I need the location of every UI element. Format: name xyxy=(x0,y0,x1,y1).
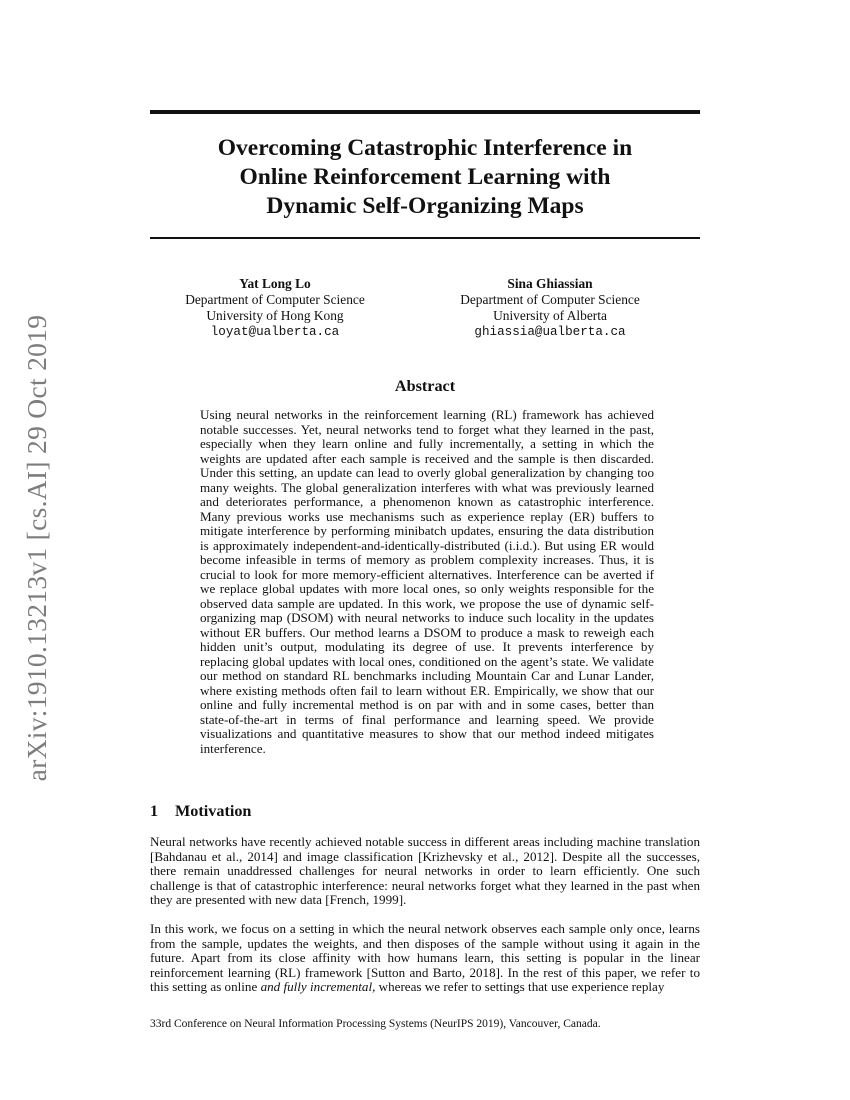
body-paragraph xyxy=(150,922,700,995)
section-heading xyxy=(150,802,700,821)
title-line-2: Online Reinforcement Learning with xyxy=(239,164,611,190)
title-line-3: Dynamic Self-Organizing Maps xyxy=(266,193,584,219)
abstract-text: Using neural networks in the reinforcement learning (RL) framework has achieved notable successes. Yet, neural networks tend to forget what they learned in the past, especially when they learn online and fully incrementally, a setting in which the weights are updated after each sample is received and the sample is then discarded. Under this setting, an update can lead to overly global generalization by changing too many weights. The global generalization interferes with what was previously learned and deteriorates performance, a phenomenon known as catastrophic interference. Many previous works use mechanisms such as experience replay (ER) buffers to mitigate interference by performing minibatch updates, ensuring the data distribution is approximately independent-and-identically-distributed (i.i.d.). But using ER would become infeasible in terms of memory as problem complexity increases. Thus, it is crucial to look for more memory-efficient alternatives. Interference can be averted if we replace global updates with more local ones, so only weights responsible for the observed data sample are updated. In this work, we propose the use of dynamic self-organizing map (DSOM) with neural networks to induce such locality in the updates without ER buffers. Our method learns a DSOM to produce a mask to reweigh each hidden unit’s output, modulating its degree of use. It prevents interference by replacing global updates with local ones, conditioned on the agent’s state. We validate our method on standard RL benchmarks including Mountain Car and Lunar Lander, where existing methods often fail to learn without ER. Empirically, we show that our online and fully incremental method is on par with and in some cases, better than state-of-the-art in terms of final performance and learning speed. We provide visualizations and quantitative measures to show that our method indeed mitigates interference. xyxy=(200,407,654,756)
section-title: Motivation xyxy=(175,802,252,820)
title-bottom-rule xyxy=(150,237,700,239)
author-name: Yat Long Lo xyxy=(239,276,311,291)
author-institution: University of Alberta xyxy=(493,308,607,323)
paragraph-text: In this work, we focus on a setting in which the neural network observes each sample only once, learns from the sample, updates the weights, and then disposes of the sample without using it again in the future. Apart from its close affinity with how humans learn, this setting is popular in the linear reinforcement learning (RL) framework [Sutton and Barto, 2018]. In the rest of this paper, we refer to this setting as online xyxy=(150,921,700,994)
emphasized-text: and fully incremental xyxy=(260,979,373,994)
author-2 xyxy=(425,276,675,340)
author-institution: University of Hong Kong xyxy=(206,308,344,323)
author-department: Department of Computer Science xyxy=(460,292,640,307)
author-name: Sina Ghiassian xyxy=(507,276,593,291)
author-department: Department of Computer Science xyxy=(185,292,365,307)
paper-title xyxy=(150,134,700,221)
body-paragraph: Neural networks have recently achieved notable success in different areas including machine translation [Bahdanau et al., 2014] and image classification [Krizhevsky et al., 2012]. Despite all the successes, there remain unaddressed challenges for neural networks in order to learn efficiently. One such challenge is that of catastrophic interference: neural networks forget what they learned in the past when they are presented with new data [French, 1999]. xyxy=(150,834,700,907)
arxiv-identifier-stamp: arXiv:1910.13213v1 [cs.AI] 29 Oct 2019 xyxy=(21,314,52,782)
section-number: 1 xyxy=(150,802,159,820)
author-email: ghiassia@ualberta.ca xyxy=(474,325,626,339)
title-line-1: Overcoming Catastrophic Interference in xyxy=(217,135,633,161)
paragraph-text: , whereas we refer to settings that use experience replay xyxy=(372,979,665,994)
conference-footnote: 33rd Conference on Neural Information Processing Systems (NeurIPS 2019), Vancouver, Canada. xyxy=(150,1018,601,1030)
title-top-rule xyxy=(150,110,700,114)
author-email: loyat@ualberta.ca xyxy=(210,325,340,339)
author-1 xyxy=(150,276,400,340)
abstract-heading: Abstract xyxy=(394,377,456,395)
